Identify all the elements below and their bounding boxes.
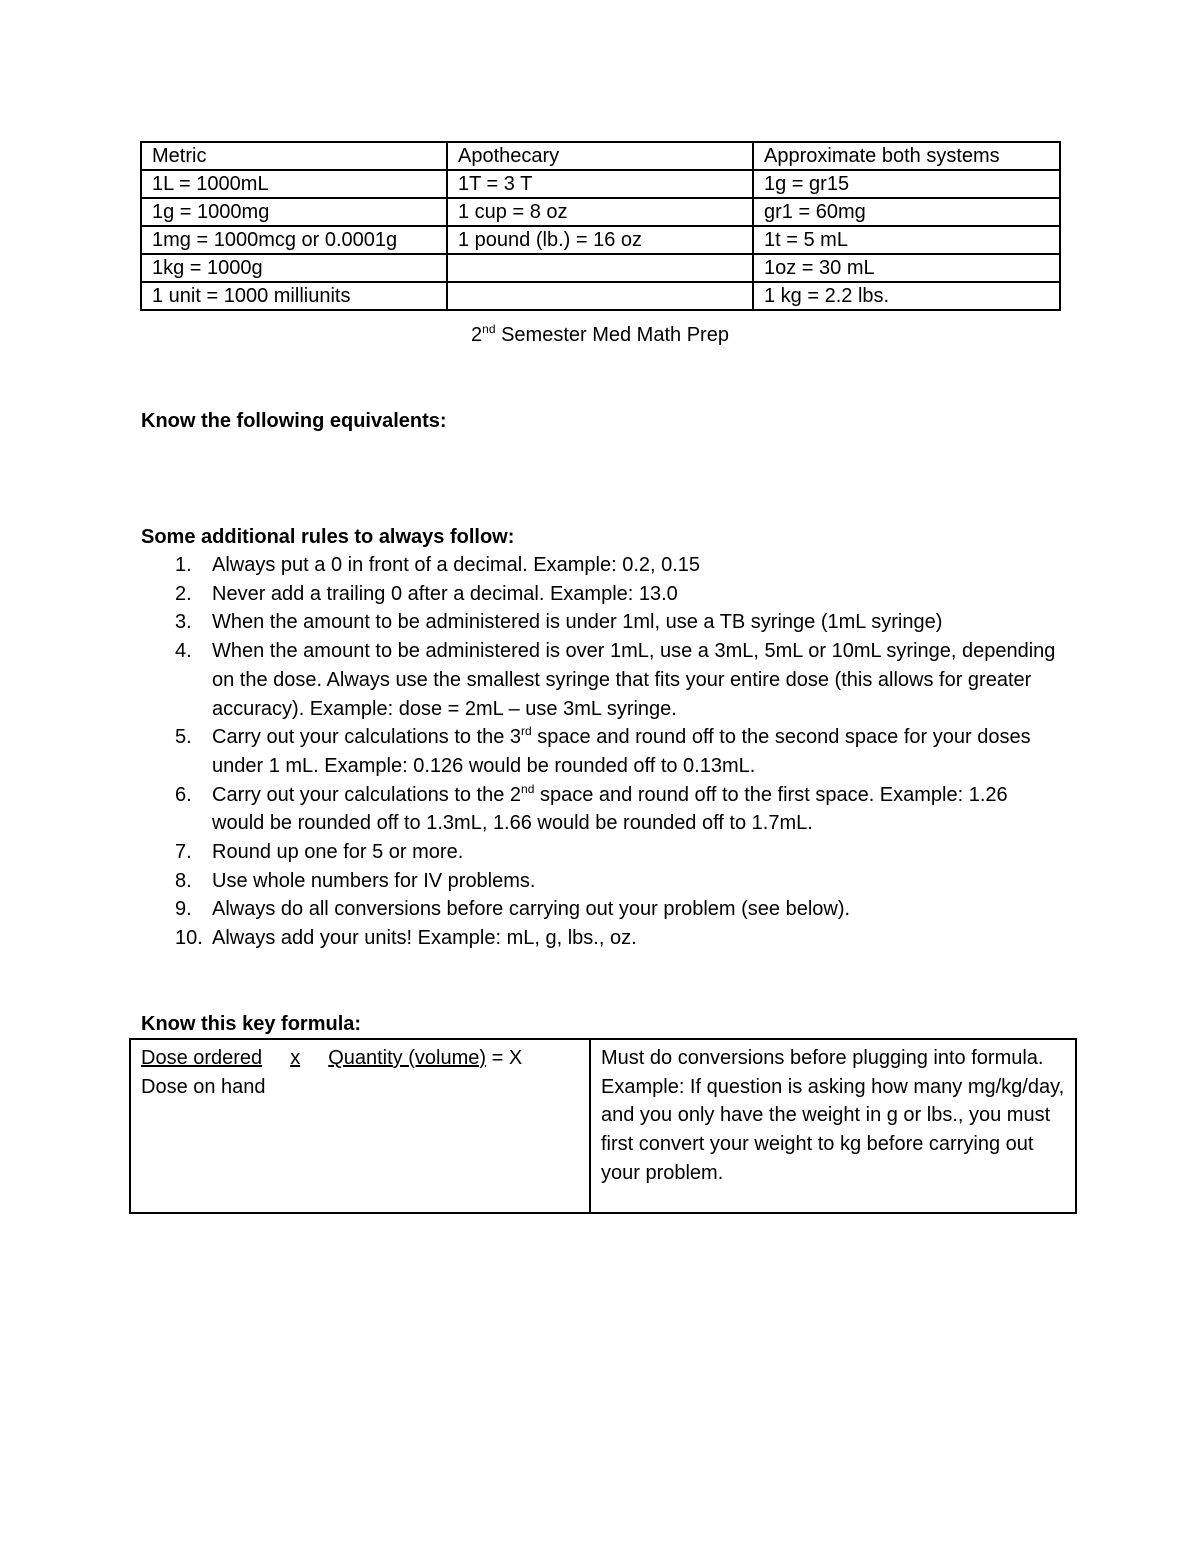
table-cell: 1g = gr15 <box>753 170 1060 198</box>
list-item-text: space and round off to the second space for your doses under 1 mL. Example: 0.126 would be rounded off to 0.13mL. <box>212 726 1031 777</box>
title-number: 2 <box>471 324 483 346</box>
list-item-superscript: rd <box>521 724 532 739</box>
table-cell: 1 cup = 8 oz <box>447 198 753 226</box>
list-item <box>141 580 1061 609</box>
formula-table <box>129 1038 1077 1214</box>
table-cell: 1L = 1000mL <box>141 170 447 198</box>
quantity-text: Quantity (volume) <box>328 1047 487 1069</box>
table-cell: 1 unit = 1000 milliunits <box>141 282 447 310</box>
list-item <box>141 551 1061 580</box>
list-item-text: When the amount to be administered is over 1mL, use a 3mL, 5mL or 10mL syringe, depending on the dose. Always use the smallest syringe that fits your entire dose (this allows for greater accuracy). Example: dose = 2mL – use 3mL syringe. <box>212 640 1056 720</box>
table-header-cell: Approximate both systems <box>753 142 1060 170</box>
list-item-text: Carry out your calculations to the 2 <box>212 783 522 806</box>
equivalents-table <box>140 141 1061 311</box>
list-number: 8. <box>175 869 192 892</box>
table-cell: 1mg = 1000mcg or 0.0001g <box>141 226 447 254</box>
list-item-text: Always add your units! Example: mL, g, lbs., oz. <box>212 927 637 950</box>
table-row <box>141 226 1060 254</box>
list-item-text: When the amount to be administered is under 1ml, use a TB syringe (1mL syringe) <box>212 611 943 634</box>
list-item-text: Always put a 0 in front of a decimal. Example: 0.2, 0.15 <box>212 554 701 576</box>
page-title <box>0 322 1200 347</box>
table-cell: 1kg = 1000g <box>141 254 447 282</box>
list-number: 1. <box>175 554 192 576</box>
list-number: 10. <box>175 927 203 950</box>
table-row <box>141 198 1060 226</box>
list-item <box>141 637 1061 723</box>
list-item <box>141 924 1061 953</box>
list-item-text: Never add a trailing 0 after a decimal. Example: 13.0 <box>212 582 678 605</box>
table-row <box>141 170 1060 198</box>
table-header-cell: Apothecary <box>447 142 753 170</box>
table-cell: 1g = 1000mg <box>141 198 447 226</box>
table-cell: 1T = 3 T <box>447 170 753 198</box>
list-item <box>141 723 1061 780</box>
list-number: 5. <box>175 726 192 749</box>
list-number: 9. <box>175 898 192 921</box>
list-item-text: Carry out your calculations to the 3 <box>212 726 522 749</box>
list-number: 2. <box>175 582 192 605</box>
table-cell <box>447 254 753 282</box>
list-item-text: space and round off to the first space. Example: 1.26 would be rounded off to 1.3mL, 1.66 would be rounded off to 1.7mL. <box>212 783 1008 835</box>
times-symbol: x <box>290 1047 301 1069</box>
list-item <box>141 895 1061 924</box>
formula-numerator <box>141 1047 486 1069</box>
list-item-text: Always do all conversions before carrying out your problem (see below). <box>212 898 851 921</box>
title-text: Semester Med Math Prep <box>495 324 729 346</box>
table-row <box>130 1039 1076 1213</box>
rules-heading: Some additional rules to always follow: <box>141 526 515 548</box>
table-cell: 1t = 5 mL <box>753 226 1060 254</box>
list-number: 4. <box>175 640 192 663</box>
formula-heading: Know this key formula: <box>141 1013 362 1035</box>
table-cell: 1 kg = 2.2 lbs. <box>753 282 1060 310</box>
list-item <box>141 781 1061 838</box>
list-item-text: Round up one for 5 or more. <box>212 841 464 864</box>
formula-note-cell: Must do conversions before plugging into formula. Example: If question is asking how many mg/kg/day, and you only have the weight in g or lbs., you must first convert your weight to kg before carrying out your problem. <box>590 1039 1076 1213</box>
table-header-cell: Metric <box>141 142 447 170</box>
table-cell <box>447 282 753 310</box>
list-number: 3. <box>175 611 192 634</box>
list-item <box>141 867 1061 896</box>
equals-text: = X <box>486 1047 523 1069</box>
list-item <box>141 838 1061 867</box>
rules-list <box>141 551 1061 953</box>
list-item-superscript: nd <box>521 781 535 796</box>
table-cell: gr1 = 60mg <box>753 198 1060 226</box>
title-superscript: nd <box>482 322 496 336</box>
dose-on-hand-text: Dose on hand <box>141 1075 266 1098</box>
table-header-row <box>141 142 1060 170</box>
table-row <box>141 282 1060 310</box>
list-item-text: Use whole numbers for IV problems. <box>212 869 536 892</box>
table-row <box>141 254 1060 282</box>
dose-ordered-text: Dose ordered <box>141 1047 263 1069</box>
table-cell: 1 pound (lb.) = 16 oz <box>447 226 753 254</box>
table-cell: 1oz = 30 mL <box>753 254 1060 282</box>
list-number: 6. <box>175 783 192 806</box>
list-number: 7. <box>175 841 192 864</box>
know-equivalents-heading: Know the following equivalents: <box>141 410 447 432</box>
list-item <box>141 608 1061 637</box>
formula-cell <box>130 1039 590 1213</box>
